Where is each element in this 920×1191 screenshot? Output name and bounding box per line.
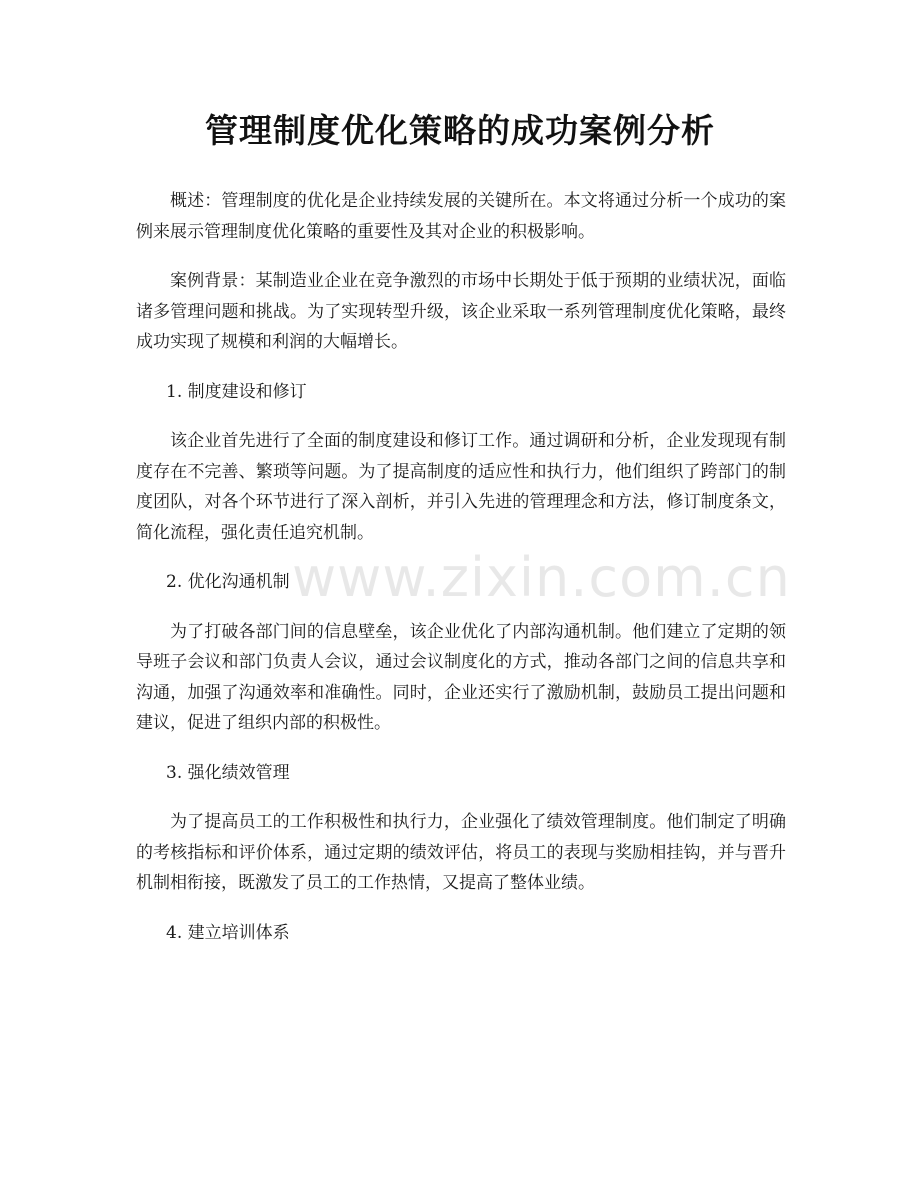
section-heading-1: 1. 制度建设和修订	[166, 381, 307, 402]
section-heading-4: 4. 建立培训体系	[166, 922, 290, 943]
paragraph-section-3: 为了提高员工的工作积极性和执行力，企业强化了绩效管理制度。他们制定了明确的考核指标和评价体系，通过定期的绩效评估，将员工的表现与奖励相挂钩，并与晋升机制相衔接，既激发了员工的工作热情，又提高了整体业绩。	[136, 812, 786, 893]
section-heading-2: 2. 优化沟通机制	[166, 572, 290, 592]
paragraph-overview: 概述：管理制度的优化是企业持续发展的关键所在。本文将通过分析一个成功的案例来展示管理制度优化策略的重要性及其对企业的积极影响。	[136, 191, 786, 242]
document-body	[136, 186, 786, 967]
document-title: 管理制度优化策略的成功案例分析	[205, 111, 715, 150]
section-heading-3: 3. 强化绩效管理	[166, 762, 290, 783]
watermark-text: www.zixin.com.cn	[292, 546, 791, 609]
paragraph-section-2: 为了打破各部门间的信息壁垒，该企业优化了内部沟通机制。他们建立了定期的领导班子会议和部门负责人会议，通过会议制度化的方式，推动各部门之间的信息共享和沟通，加强了沟通效率和准确性。同时，企业还实行了激励机制，鼓励员工提出问题和建议，促进了组织内部的积极性。	[136, 621, 786, 733]
paragraph-background: 案例背景：某制造业企业在竞争激烈的市场中长期处于低于预期的业绩状况，面临诸多管理问题和挑战。为了实现转型升级，该企业采取一系列管理制度优化策略，最终成功实现了规模和利润的大幅增长。	[136, 271, 786, 352]
paragraph-section-1: 该企业首先进行了全面的制度建设和修订工作。通过调研和分析，企业发现现有制度存在不完善、繁琐等问题。为了提高制度的适应性和执行力，他们组织了跨部门的制度团队，对各个环节进行了深入剖析，并引入先进的管理理念和方法，修订制度条文，简化流程，强化责任追究机制。	[136, 431, 786, 543]
